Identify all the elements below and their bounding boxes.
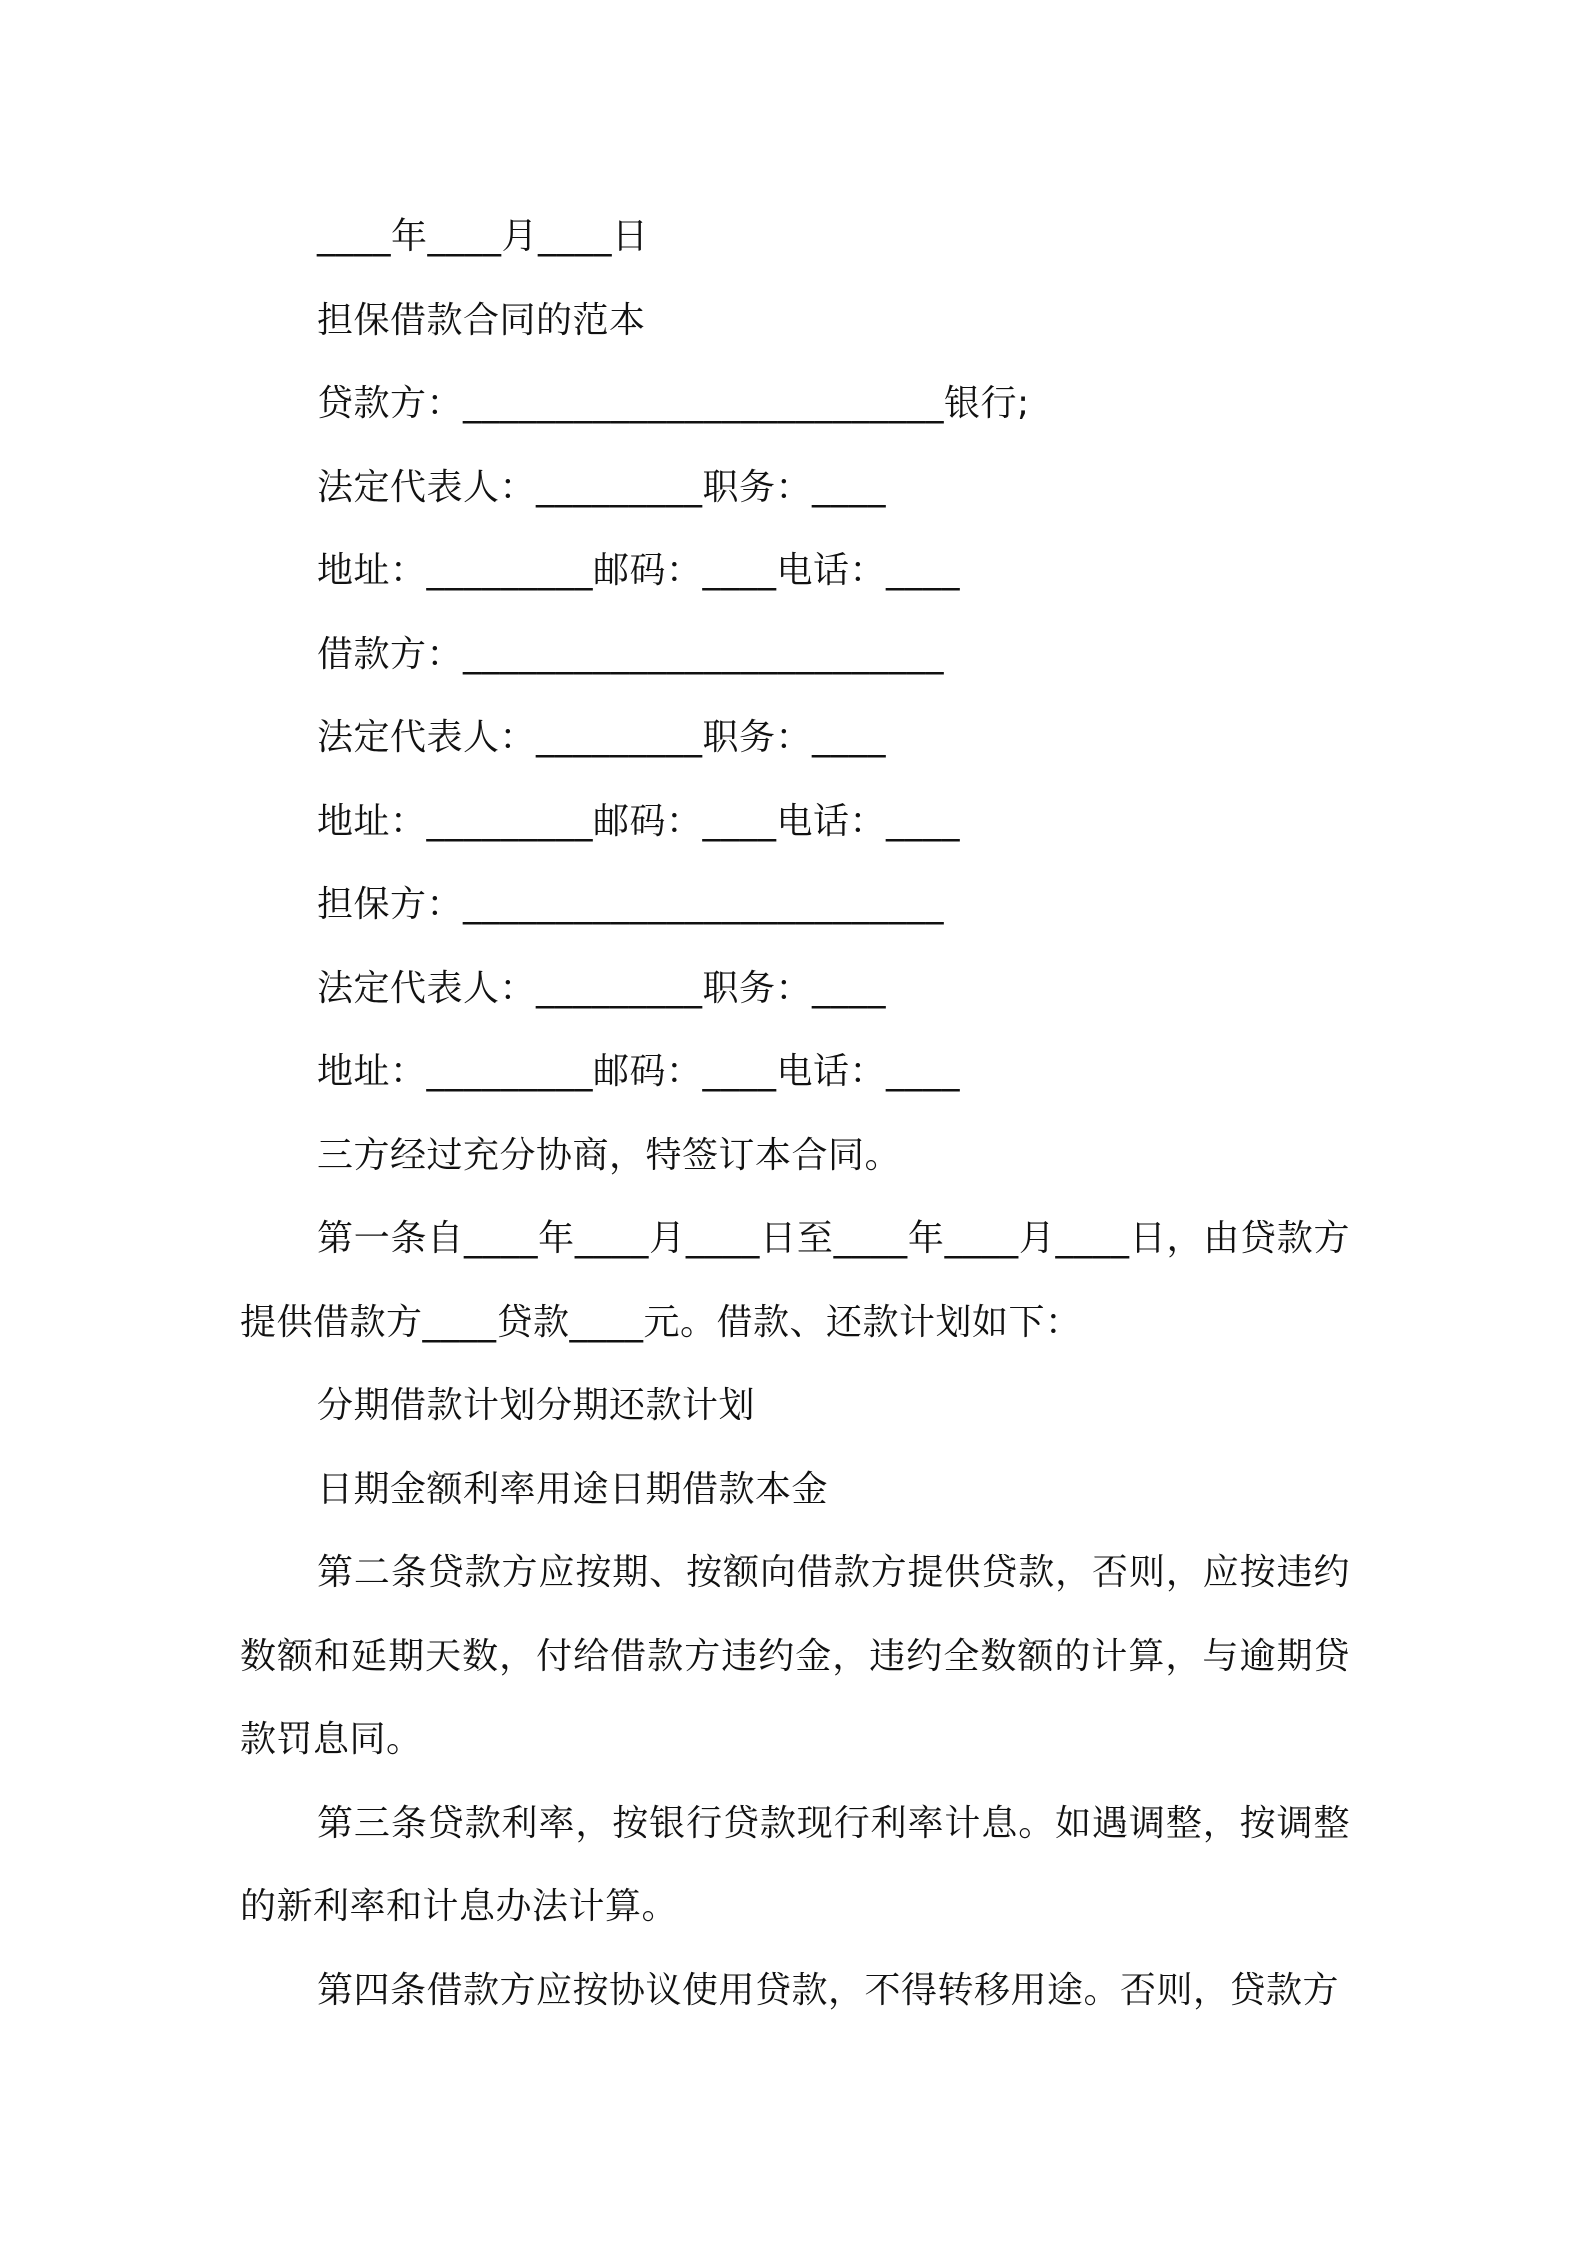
- article-3-paragraph: 第三条贷款利率，按银行贷款现行利率计息。如遇调整，按调整的新利率和计息办法计算。: [240, 1802, 1350, 1927]
- article-2-paragraph: 第二条贷款方应按期、按额向借款方提供贷款，否则，应按违约数额和延期天数，付给借款方违约金，违约全数额的计算，与逾期贷款罚息同。: [240, 1552, 1350, 1760]
- borrower-representative-line: 法定代表人：_________职务：____: [317, 717, 887, 758]
- lender-name-line: 贷款方：__________________________银行;: [317, 383, 1030, 424]
- borrower-address-line: 地址：_________邮码：____电话：____: [317, 800, 961, 842]
- guarantor-name-line: 担保方：__________________________: [317, 884, 945, 925]
- signing-date-line: ____年____月____日: [317, 216, 649, 257]
- lender-representative-line: 法定代表人：_________职务：____: [317, 466, 887, 508]
- document-title: 担保借款合同的范本: [317, 299, 646, 341]
- lender-address-line: 地址：_________邮码：____电话：____: [317, 550, 961, 591]
- agreement-statement: 三方经过充分协商，特签订本合同。: [317, 1134, 902, 1176]
- loan-plan-heading: 分期借款计划分期还款计划: [317, 1385, 756, 1426]
- guarantor-representative-line: 法定代表人：_________职务：____: [317, 967, 887, 1009]
- borrower-name-line: 借款方：__________________________: [317, 633, 945, 675]
- document-body: [240, 195, 1350, 2032]
- guarantor-address-line: 地址：_________邮码：____电话：____: [317, 1051, 961, 1092]
- article-4-paragraph: 第四条借款方应按协议使用贷款，不得转移用途。否则，贷款方: [317, 1969, 1340, 2011]
- article-1-paragraph: 第一条自____年____月____日至____年____月____日，由贷款方提供借款方____贷款____元。借款、还款计划如下：: [240, 1218, 1350, 1343]
- loan-plan-columns: 日期金额利率用途日期借款本金: [317, 1468, 829, 1510]
